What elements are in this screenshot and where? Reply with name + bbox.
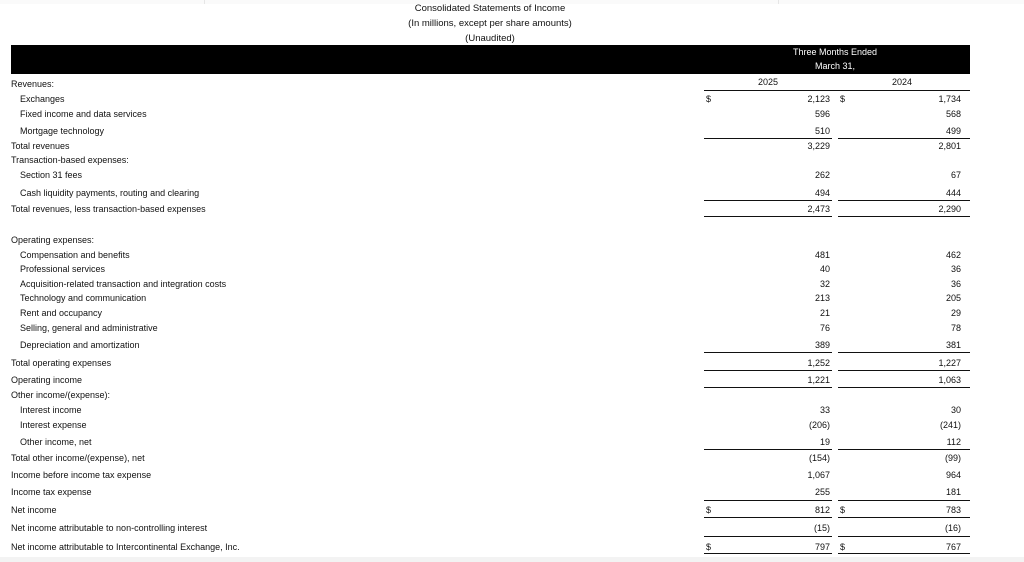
row-label: Exchanges — [20, 94, 65, 104]
year-header-2025: 2025 — [757, 77, 779, 87]
row-label: Income tax expense — [11, 487, 92, 497]
statement-row — [0, 388, 1024, 402]
value-2025: 40 — [819, 264, 830, 274]
statement-row — [0, 124, 1024, 138]
total-rule — [838, 216, 970, 217]
value-2025: 596 — [814, 109, 830, 119]
value-2025: 1,221 — [807, 375, 830, 385]
row-label: Operating income — [11, 375, 83, 385]
statement-row — [0, 451, 1024, 465]
statement-row — [0, 153, 1024, 167]
row-label: Interest income — [20, 405, 82, 415]
value-2024: 1,063 — [938, 375, 961, 385]
statement-row — [0, 521, 1024, 535]
total-rule — [838, 352, 970, 353]
value-2024: 1,227 — [938, 358, 961, 368]
row-label: Total other income/(expense), net — [11, 453, 145, 463]
row-label: Rent and occupancy — [20, 308, 103, 318]
total-rule — [704, 536, 832, 537]
row-label: Operating expenses: — [11, 235, 95, 245]
value-2025: 812 — [814, 505, 830, 515]
row-label: Income before income tax expense — [11, 470, 152, 480]
total-rule — [838, 370, 970, 371]
value-2024: 462 — [945, 250, 961, 260]
value-2025: 1,067 — [807, 470, 830, 480]
row-label: Other income, net — [20, 437, 92, 447]
total-rule — [838, 517, 970, 518]
currency-symbol: $ — [706, 505, 712, 515]
currency-symbol: $ — [840, 542, 846, 552]
total-rule — [704, 517, 832, 518]
statement-row — [0, 418, 1024, 432]
value-2024: 36 — [950, 264, 961, 274]
value-2025: 76 — [819, 323, 830, 333]
row-label: Total revenues — [11, 141, 70, 151]
period-header-line2: March 31, — [814, 61, 856, 71]
value-2025: 19 — [819, 437, 830, 447]
value-2024: 767 — [945, 542, 961, 552]
row-label: Net income attributable to non-controlling interest — [11, 523, 208, 533]
row-label: Mortgage technology — [20, 126, 105, 136]
row-label: Depreciation and amortization — [20, 340, 140, 350]
value-2024: 1,734 — [938, 94, 961, 104]
statement-row — [0, 262, 1024, 276]
value-2024: 30 — [950, 405, 961, 415]
value-2024: 444 — [945, 188, 961, 198]
value-2025: 510 — [814, 126, 830, 136]
value-2025: 389 — [814, 340, 830, 350]
statement-row — [0, 485, 1024, 499]
total-rule — [838, 536, 970, 537]
statement-row — [0, 291, 1024, 305]
row-label: Total operating expenses — [11, 358, 112, 368]
total-rule — [704, 370, 832, 371]
statement-subtitle: (In millions, except per share amounts) — [408, 18, 572, 29]
currency-symbol: $ — [706, 94, 712, 104]
total-rule — [838, 200, 970, 201]
value-2025: 797 — [814, 542, 830, 552]
value-2024: (99) — [944, 453, 961, 463]
row-label: Net income attributable to Intercontinental Exchange, Inc. — [11, 542, 240, 552]
total-rule — [704, 216, 832, 217]
value-2025: 255 — [814, 487, 830, 497]
statement-note: (Unaudited) — [465, 33, 515, 44]
total-rule — [704, 500, 832, 501]
statement-row — [0, 403, 1024, 417]
value-2025: (15) — [813, 523, 830, 533]
row-label: Professional services — [20, 264, 106, 274]
year-header-2024: 2024 — [891, 77, 913, 87]
value-2025: (206) — [808, 420, 830, 430]
currency-symbol: $ — [840, 94, 846, 104]
statement-row — [0, 233, 1024, 247]
total-rule — [704, 200, 832, 201]
currency-symbol: $ — [840, 505, 846, 515]
value-2024: 29 — [950, 308, 961, 318]
value-2024: 205 — [945, 293, 961, 303]
value-2024: 67 — [950, 170, 961, 180]
statement-row — [0, 248, 1024, 262]
period-header-line1: Three Months Ended — [792, 47, 878, 57]
value-2024: (16) — [944, 523, 961, 533]
statement-row — [0, 468, 1024, 482]
value-2024: 2,290 — [938, 204, 961, 214]
value-2025: 2,123 — [807, 94, 830, 104]
row-label: Transaction-based expenses: — [11, 155, 129, 165]
row-label: Technology and communication — [20, 293, 147, 303]
total-rule — [838, 449, 970, 450]
value-2025: 481 — [814, 250, 830, 260]
value-2025: 2,473 — [807, 204, 830, 214]
value-2025: (154) — [808, 453, 830, 463]
statement-row — [0, 306, 1024, 320]
total-rule — [838, 500, 970, 501]
statement-row — [0, 321, 1024, 335]
value-2024: 2,801 — [938, 141, 961, 151]
statement-row — [0, 202, 1024, 216]
row-label: Other income/(expense): — [11, 390, 111, 400]
statement-row — [0, 338, 1024, 352]
value-2025: 33 — [819, 405, 830, 415]
row-label: Section 31 fees — [20, 170, 83, 180]
value-2025: 3,229 — [807, 141, 830, 151]
value-2024: 499 — [945, 126, 961, 136]
value-2025: 494 — [814, 188, 830, 198]
value-2025: 21 — [819, 308, 830, 318]
value-2024: 381 — [945, 340, 961, 350]
value-2024: 78 — [950, 323, 961, 333]
row-label: Cash liquidity payments, routing and clearing — [20, 188, 200, 198]
value-2024: 568 — [945, 109, 961, 119]
statement-row — [0, 503, 1024, 517]
statement-row — [0, 139, 1024, 153]
total-rule — [704, 449, 832, 450]
row-label: Revenues: — [11, 79, 55, 89]
statement-row — [0, 107, 1024, 121]
row-label: Interest expense — [20, 420, 87, 430]
row-label: Total revenues, less transaction-based expenses — [11, 204, 206, 214]
statement-row — [0, 168, 1024, 182]
value-2025: 213 — [814, 293, 830, 303]
bottom-edge — [0, 557, 1024, 562]
statement-row — [0, 356, 1024, 370]
value-2025: 32 — [819, 279, 830, 289]
value-2024: (241) — [939, 420, 961, 430]
value-2024: 36 — [950, 279, 961, 289]
row-label: Net income — [11, 505, 57, 515]
statement-row — [0, 540, 1024, 554]
value-2024: 112 — [946, 437, 961, 447]
currency-symbol: $ — [706, 542, 712, 552]
value-2024: 964 — [945, 470, 961, 480]
statement-row — [0, 435, 1024, 449]
value-2024: 783 — [945, 505, 961, 515]
row-label: Compensation and benefits — [20, 250, 130, 260]
value-2025: 262 — [814, 170, 830, 180]
row-label: Fixed income and data services — [20, 109, 147, 119]
statement-row — [0, 277, 1024, 291]
row-label: Acquisition-related transaction and integration costs — [20, 279, 227, 289]
statement-title: Consolidated Statements of Income — [414, 3, 566, 14]
statement-row — [0, 77, 1024, 91]
statement-row — [0, 186, 1024, 200]
value-2025: 1,252 — [807, 358, 830, 368]
statement-row — [0, 373, 1024, 387]
row-label: Selling, general and administrative — [20, 323, 158, 333]
value-2024: 181 — [945, 487, 961, 497]
total-rule — [704, 352, 832, 353]
statement-row — [0, 92, 1024, 106]
